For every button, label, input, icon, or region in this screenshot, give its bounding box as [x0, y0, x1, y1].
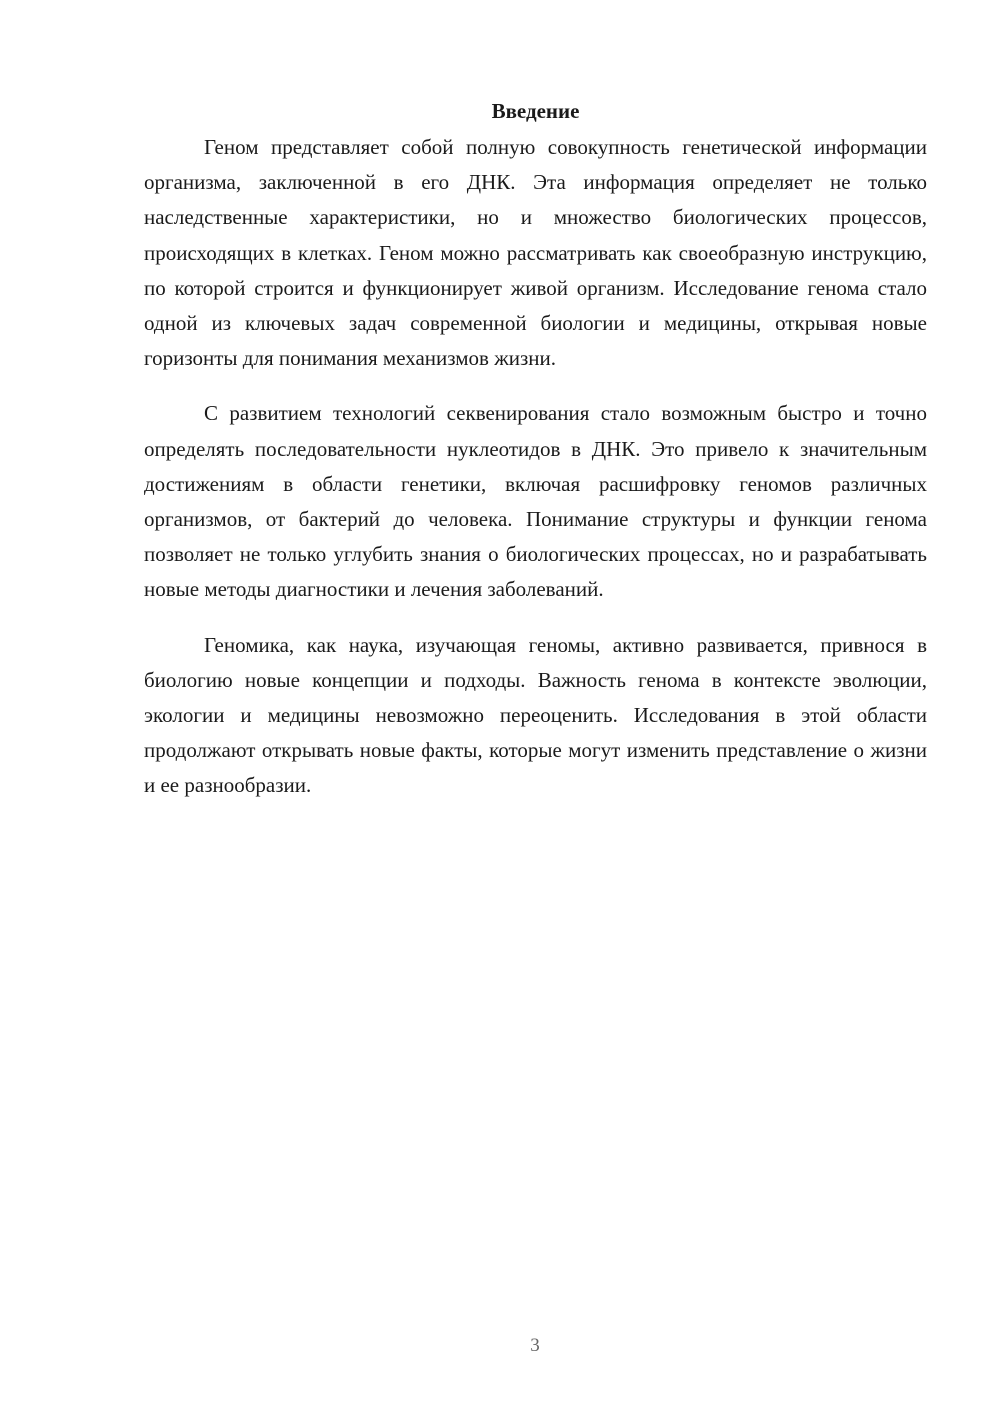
paragraph-1: Геном представляет собой полную совокупность генетической информации организма, заключенной в его ДНК. Эта информация определяет не только наследственные характеристики, но и множество биологических процессов, происходящих в клетках. Геном можно рассматривать как своеобразную инструкцию, по которой строится и функционирует живой организм. Исследование генома стало одной из ключевых задач современной биологии и медицины, открывая новые горизонты для понимания механизмов жизни.	[144, 135, 927, 371]
paragraph-3: Геномика, как наука, изучающая геномы, активно развивается, привнося в биологию новые концепции и подходы. Важность генома в контексте эволюции, экологии и медицины невозможно переоценить. Исследования в этой области продолжают открывать новые факты, которые могут изменить представление о жизни и ее разнообразии.	[144, 632, 927, 798]
page-number: 3	[530, 1335, 540, 1356]
section-title: Введение	[491, 99, 580, 123]
paragraph-2: С развитием технологий секвенирования стало возможным быстро и точно определять последовательности нуклеотидов в ДНК. Это привело к значительным достижениям в области генетики, включая расшифровку геномов различных организмов, от бактерий до человека. Понимание структуры и функции генома позволяет не только углубить знания о биологических процессах, но и разрабатывать новые методы диагностики и лечения заболеваний.	[144, 401, 927, 602]
page-content	[144, 96, 927, 804]
